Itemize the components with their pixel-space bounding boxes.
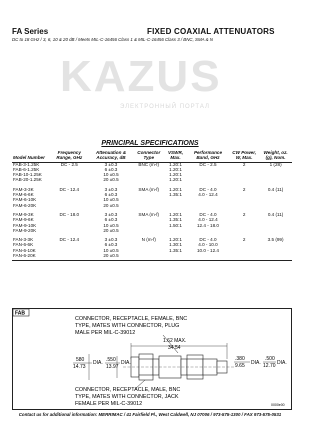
- bottom-label-line-3: FEMALE PER MIL-C-39012: [75, 401, 143, 407]
- dim-left-2b: 13.97: [106, 364, 119, 370]
- table-cell: FAM-9-6K: [13, 217, 34, 223]
- dimension-drawing: [12, 308, 292, 410]
- dim-left-1-dia: DIA.: [93, 360, 103, 366]
- table-cell: FAM-9-10K: [13, 222, 37, 228]
- table-cell: FAM-6-10K: [13, 197, 37, 203]
- table-cell: 1.35:1: [169, 192, 182, 198]
- top-label-line-3: MALE PER MIL-C-39012: [75, 330, 136, 336]
- table-cell: [164, 253, 187, 258]
- table-cell: DC - 2.5: [60, 161, 78, 167]
- dim-left-1b: 14.73: [73, 364, 86, 370]
- dim-right-1-dia: DIA.: [251, 360, 261, 366]
- table-cell: 1.30:1: [169, 242, 182, 248]
- table-cell: FAN-6-10K: [13, 247, 36, 253]
- table-cell: [133, 253, 164, 258]
- table-cell: DC - 12.4: [59, 237, 80, 243]
- table-bottom-rule: [12, 260, 292, 261]
- table-cell: 1.20:1: [169, 161, 182, 167]
- table-cell: DC - 2.5: [199, 161, 217, 167]
- table-cell: FAM-9-20K: [13, 227, 37, 233]
- table-cell: 1.20:1: [169, 237, 182, 243]
- table-cell: 1.20:1: [169, 172, 182, 178]
- bottom-label-line-2: TYPE, MATES WITH CONNECTOR, JACK: [75, 394, 179, 400]
- table-cell: 1.20:1: [169, 166, 182, 172]
- table-cell: 10.0 - 12.4: [197, 247, 219, 253]
- dim-right-1b: 9.65: [235, 363, 245, 369]
- table-cell: 1.20:1: [169, 177, 182, 183]
- dim-right-2: .500: [265, 356, 275, 362]
- table-cell: DC - 18.0: [59, 211, 80, 217]
- table-cell: [50, 253, 89, 258]
- table-cell: 1.20:1: [169, 186, 182, 192]
- table-cell: 3 ±0.3: [104, 237, 118, 243]
- table-cell: 6 ±0.3: [104, 192, 118, 198]
- table-cell: 1.50:1: [169, 222, 182, 228]
- table-cell: SMA (m-f): [138, 211, 160, 217]
- dim-left-1: 580: [76, 357, 85, 363]
- table-cell: SMA (m-f): [138, 186, 160, 192]
- spec-header-cell: Weight, oz. (g), Nom.: [263, 150, 288, 161]
- table-cell: 0.4 (11): [267, 211, 284, 217]
- spec-header-cell: Model Number: [13, 155, 45, 161]
- bottom-label-line-1: CONNECTOR, RECEPTACLE, MALE, BNC: [75, 387, 181, 393]
- table-cell: [259, 253, 292, 258]
- page-title: FIXED COAXIAL ATTENUATORS: [147, 27, 275, 36]
- table-cell: 1.35:1: [169, 247, 182, 253]
- spec-header-cell: CW Power, W, Max.: [232, 150, 257, 161]
- table-cell: FAM-9-3K: [13, 211, 34, 217]
- table-cell: 0.4 (11): [267, 186, 284, 192]
- table-cell: 20 ±0.5: [103, 177, 119, 183]
- spec-table-title: PRINCIPAL SPECIFICATIONS: [101, 140, 199, 147]
- table-cell: 3 ±0.3: [104, 211, 118, 217]
- table-cell: 3 ±0.3: [104, 161, 118, 167]
- top-label-line-1: CONNECTOR, RECEPTACLE, FEMALE, BNC: [75, 316, 188, 322]
- length-mm: 34.54: [168, 345, 181, 351]
- table-cell: 4.0 - 12.4: [198, 192, 218, 198]
- table-cell: 1.20:1: [169, 211, 182, 217]
- table-cell: FAM-3-3K: [13, 186, 34, 192]
- table-cell: FAN-3-3K: [13, 237, 34, 243]
- spec-table-body: [12, 162, 292, 259]
- table-row: [12, 253, 292, 258]
- spec-header-row: [12, 150, 292, 162]
- table-cell: 2: [242, 211, 246, 217]
- spec-header-cell: Connector Type: [137, 150, 161, 161]
- table-cell: FAM-6-20K: [13, 202, 37, 208]
- table-cell: DC - 4.0: [199, 237, 217, 243]
- table-cell: DC - 4.0: [199, 186, 217, 192]
- table-cell: [229, 253, 259, 258]
- table-cell: 2: [242, 161, 246, 167]
- dim-right-2b: 12.70: [263, 363, 276, 369]
- table-cell: 10 ±0.5: [103, 247, 119, 253]
- table-cell: DC - 4.0: [199, 211, 217, 217]
- table-cell: [187, 253, 229, 258]
- table-cell: N (m-f): [141, 237, 156, 243]
- table-cell: 10 ±0.5: [103, 172, 119, 178]
- spec-header-cell: Attenuation & Accuracy, dB: [95, 150, 127, 161]
- dim-left-2: .550: [106, 357, 116, 363]
- table-cell: 12.4 - 18.0: [197, 222, 219, 228]
- table-cell: 20 ±0.5: [103, 227, 119, 233]
- dim-left-2-dia: DIA.: [121, 360, 131, 366]
- dim-right-2-dia: DIA.: [277, 360, 287, 366]
- page-subtitle: DC to 18 GHz / 3, 6, 10 & 20 dB / Meets MIL-C-16456 Class 1 & MIL-C-16456 Class 3 / BNC, SMA & N: [12, 37, 213, 42]
- table-cell: 4.0 - 10.0: [198, 242, 218, 248]
- table-cell: FAB-6-1.25K: [13, 166, 40, 172]
- dim-right-1: .380: [235, 356, 245, 362]
- table-cell: DC - 12.4: [59, 186, 80, 192]
- top-label-line-2: TYPE, MATES WITH CONNECTOR, PLUG: [75, 323, 180, 329]
- spec-table: [12, 150, 292, 258]
- drawing-code: 0000e00: [271, 403, 285, 407]
- spec-header-cell: Frequency Range, GHz: [56, 150, 83, 161]
- length-in: 1.62 MAX.: [163, 338, 187, 344]
- table-cell: FAB-20-1.25K: [13, 177, 42, 183]
- spec-header-cell: VSWR, Max.: [167, 150, 184, 161]
- table-cell: 1 (28): [269, 161, 282, 167]
- table-cell: BNC (m-f): [138, 161, 160, 167]
- watermark-subtext: ЭЛЕКТРОННЫЙ ПОРТАЛ: [120, 104, 210, 110]
- table-cell: 20 ±0.5: [103, 253, 119, 259]
- table-cell: 3.5 (99): [267, 237, 284, 243]
- table-cell: FAN-6-20K: [13, 253, 36, 259]
- table-cell: FAB-10-1.25K: [13, 172, 42, 178]
- table-cell: FAB-3-1.25K: [13, 161, 40, 167]
- table-header-rule: [12, 162, 292, 163]
- corner-label: FAB: [15, 310, 25, 317]
- table-cell: FAN-6-6K: [13, 242, 34, 248]
- watermark-logo: KAZUS: [60, 52, 222, 101]
- table-cell: 20 ±0.5: [103, 202, 119, 208]
- table-cell: 6 ±0.3: [104, 217, 118, 223]
- table-cell: 2: [242, 237, 246, 243]
- table-cell: 3 ±0.3: [104, 186, 118, 192]
- series-title: FA Series: [12, 27, 49, 36]
- table-cell: FAM-6-6K: [13, 192, 34, 198]
- table-cell: 2: [242, 186, 246, 192]
- table-cell: 1.35:1: [169, 217, 182, 223]
- footer-contact: Contact us for additional information: MERRIMAC / 41 Fairfield Pl., West Caldwell, NJ 07006 / 973-575-1300 / FAX 973-575-0531: [18, 412, 282, 417]
- connector-drawing-svg: [13, 309, 291, 409]
- table-cell: 6 ±0.3: [104, 166, 118, 172]
- table-cell: 4.0 - 12.4: [198, 217, 218, 223]
- table-cell: 10 ±0.5: [103, 222, 119, 228]
- spec-header-cell: Performance Band, GHz: [193, 150, 223, 161]
- table-cell: 10 ±0.5: [103, 197, 119, 203]
- table-cell: 6 ±0.3: [104, 242, 118, 248]
